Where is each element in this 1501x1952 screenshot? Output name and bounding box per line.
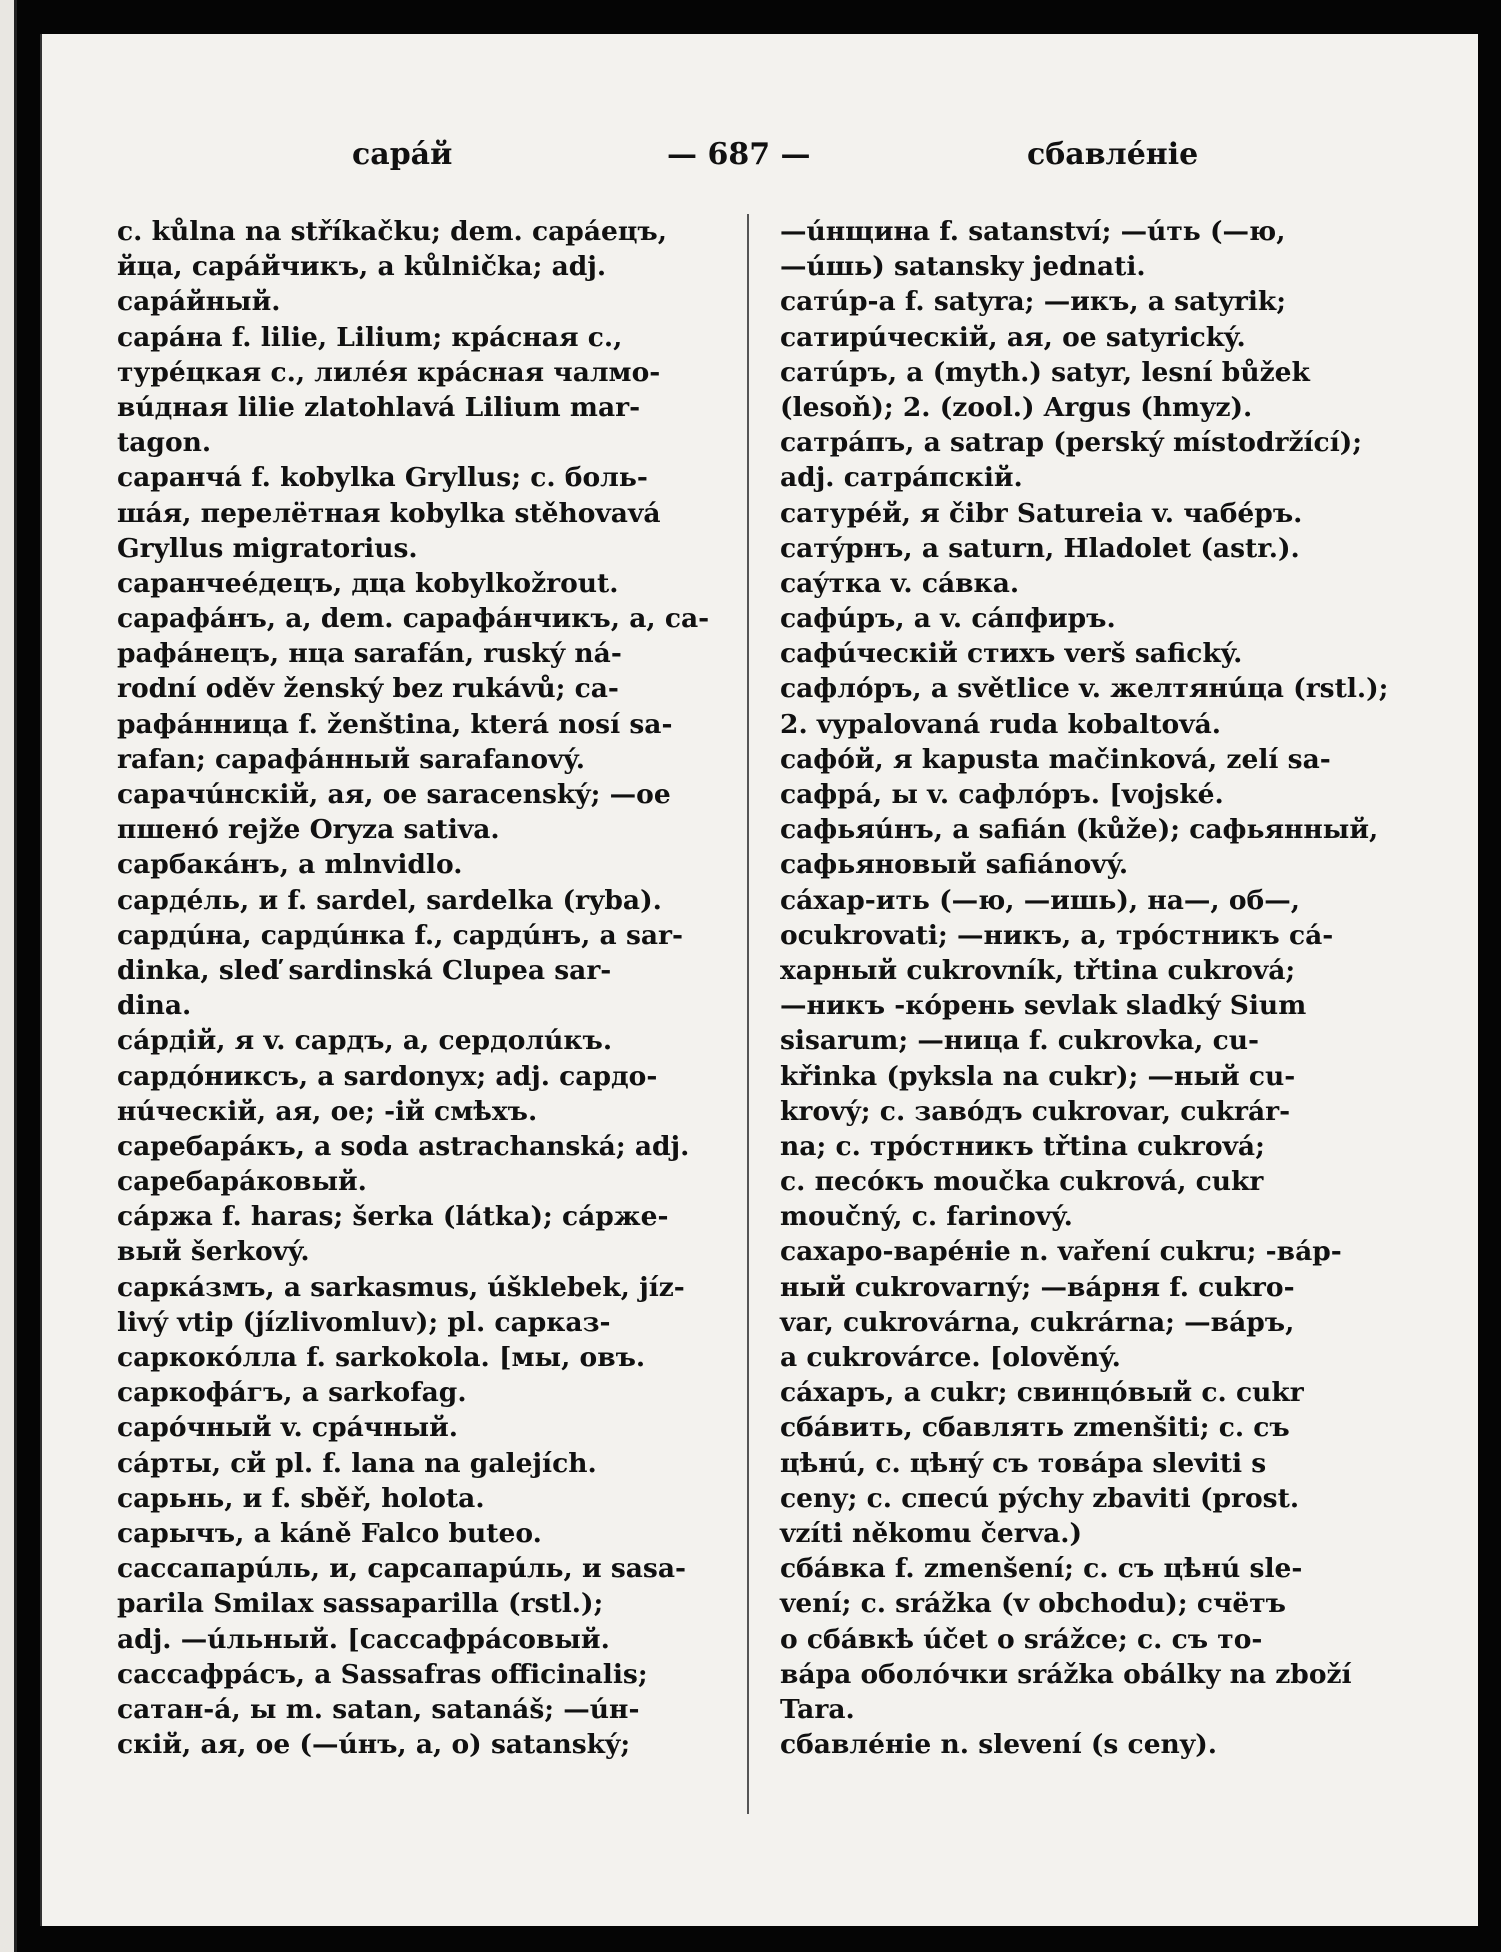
- entry-line: —úнщина f. satanství; —úть (—ю,: [780, 216, 1286, 247]
- entry-line: сардúна, сардúнка f., сардúнъ, a sar-: [117, 919, 683, 951]
- entry-line: сафрá, ы v. сафлóръ. [vojské.: [780, 779, 1224, 810]
- entry-line: саранчеéдецъ, дца kobylkožrout.: [117, 567, 619, 599]
- entry-line: сарафáнъ, a, dem. сарафáнчикъ, a, са-: [117, 603, 710, 635]
- entry-line: Tara.: [780, 1693, 855, 1725]
- entry-line: сбáвить, сбавлять zmenšiti; с. съ: [780, 1412, 1290, 1444]
- entry-line: сатрáпъ, a satrap (perský místodržící);: [780, 427, 1363, 459]
- entry-line: rodní oděv ženský bez rukávů; са-: [117, 673, 619, 705]
- entry-line: сатурéй, я čibr Satureia v. чабéръ.: [780, 497, 1303, 529]
- entry-line: сафьяновый safiánový.: [780, 849, 1129, 881]
- entry-line: сбавлéніе n. slevení (s ceny).: [780, 1729, 1217, 1761]
- entry-line: dina.: [117, 990, 192, 1022]
- entry-line: tagon.: [117, 427, 212, 459]
- entry-line: вáра оболóчки srážka obálky na zboží: [780, 1658, 1352, 1690]
- entry-line: саýтка v. сáвка.: [780, 567, 1020, 599]
- entry-line: krový; с. завóдъ cukrovar, cukrár-: [780, 1095, 1291, 1127]
- entry-line: сафлóръ, a světlice v. желтянúца (rstl.);: [780, 673, 1389, 705]
- entry-line: сафóй, я kapusta mačinková, zelí sa-: [780, 743, 1331, 775]
- entry-line: саребарáковый.: [117, 1166, 367, 1198]
- entry-line: саркáзмъ, a sarkasmus, úšklebek, jíz-: [117, 1271, 685, 1303]
- entry-line: турéцкая с., лилéя крáсная чалмо-: [117, 356, 661, 388]
- entry-line: харный cukrovník, třtina cukrová;: [780, 954, 1296, 986]
- entry-line: о сбáвкѣ účet o srážce; с. съ то-: [780, 1623, 1263, 1655]
- right-column: [780, 214, 1389, 1762]
- entry-line: сатúръ, a (myth.) satyr, lesní bůžek: [780, 356, 1310, 388]
- entry-line: сарычъ, a káně Falco buteo.: [117, 1517, 542, 1549]
- entry-line: йца, сарáйчикъ, a kůlnička; adj.: [117, 251, 607, 283]
- entry-line: сахаро-варéніе n. vaření cukru; -вáр-: [780, 1236, 1342, 1268]
- entry-line: сарáйный.: [117, 286, 281, 318]
- entry-line: скій, ая, ое (—úнъ, а, о) satanský;: [117, 1729, 631, 1761]
- entry-line: нúческій, ая, ое; -ій смѣхъ.: [117, 1095, 538, 1127]
- entry-line: сафúческій стихъ verš safický.: [780, 638, 1243, 670]
- entry-line: сатýрнъ, a saturn, Hladolet (astr.).: [780, 532, 1300, 564]
- adjacent-page-edge: [0, 0, 17, 1952]
- entry-line: sisarum; —ница f. cukrovka, cu-: [780, 1025, 1259, 1057]
- entry-line: dinka, sleď sardinská Clupea sar-: [117, 954, 612, 986]
- entry-line: цѣнú, с. цѣнý съ товáра sleviti s: [780, 1447, 1267, 1479]
- entry-line: сатирúческій, ая, ое satyrický.: [780, 321, 1246, 353]
- entry-line: adj. —úльный. [сассафрáсовый.: [117, 1623, 610, 1655]
- entry-line: саркофáгъ, a sarkofag.: [117, 1377, 467, 1409]
- entry-line: вый šerkový.: [117, 1236, 310, 1268]
- entry-line: вúдная lilie zlatohlavá Lilium mar-: [117, 391, 641, 423]
- entry-line: (lesoň); 2. (zool.) Argus (hmyz).: [780, 391, 1253, 423]
- entry-line: сáрдій, я v. сардъ, а, сердолúкъ.: [117, 1025, 613, 1057]
- entry-line: саркокóлла f. sarkokola. [мы, овъ.: [117, 1342, 646, 1373]
- entry-line: na; с. трóстникъ třtina cukrová;: [780, 1130, 1265, 1162]
- left-running-headword: сарáй: [352, 137, 453, 172]
- entry-line: сардéль, и f. sardel, sardelka (ryba).: [117, 884, 662, 916]
- entry-line: 2. vypalovaná ruda kobaltová.: [780, 708, 1222, 740]
- entry-line: саранчá f. kobylka Gryllus; с. боль-: [117, 462, 648, 494]
- entry-line: livý vtip (jízlivomluv); pl. сарказ-: [117, 1306, 611, 1338]
- entry-line: parila Smilax sassaparilla (rstl.);: [117, 1588, 604, 1620]
- entry-line: сарáна f. lilie, Lilium; крáсная с.,: [117, 321, 623, 353]
- entry-line: ный cukrovarný; —вáрня f. cukro-: [780, 1271, 1295, 1303]
- entry-line: vení; с. srážka (v obchodu); счётъ: [780, 1588, 1286, 1620]
- entry-line: сарбакáнъ, a mlnvidlo.: [117, 849, 463, 881]
- entry-line: ocukrovati; —никъ, a, трóстникъ сá-: [780, 919, 1334, 951]
- entry-line: —никъ -кóрень sevlak sladký Sium: [780, 990, 1307, 1022]
- entry-line: сáхаръ, a cukr; свинцóвый с. cukr: [780, 1377, 1304, 1409]
- entry-line: сардóниксъ, a sardonyx; adj. сардо-: [117, 1060, 658, 1092]
- page-header: [42, 137, 1478, 187]
- entry-line: пшенó rejže Oryza sativa.: [117, 814, 500, 846]
- page-number: — 687 —: [667, 137, 811, 172]
- column-divider: [747, 214, 749, 1814]
- entry-line: сарóчный v. срáчный.: [117, 1412, 459, 1444]
- entry-line: рафáнница f. ženština, která nosí sa-: [117, 708, 673, 740]
- entry-line: —úшь) satansky jednati.: [780, 251, 1146, 283]
- entry-line: сáхар-ить (—ю, —ишь), на—, об—,: [780, 884, 1300, 916]
- entry-line: саребарáкъ, a soda astrachanská; adj.: [117, 1130, 690, 1162]
- entry-line: сарачúнскій, ая, ое saracenský; —ое: [117, 779, 671, 810]
- entry-line: сассафрáсъ, a Sassafras officinalis;: [117, 1658, 648, 1690]
- left-column: [117, 214, 710, 1762]
- entry-line: шáя, перелётная kobylka stěhovavá: [117, 497, 661, 529]
- entry-line: a cukrovárce. [olověný.: [780, 1342, 1121, 1373]
- entry-line: сафúръ, a v. сáпфиръ.: [780, 603, 1116, 635]
- entry-line: сатан-á, ы m. satan, satanáš; —úн-: [117, 1693, 640, 1725]
- entry-line: сатúр-а f. satyra; —икъ, a satyrik;: [780, 286, 1287, 318]
- entry-line: moučný, с. farinový.: [780, 1201, 1073, 1233]
- entry-line: сафьяúнъ, a safián (kůže); сафьянный,: [780, 814, 1379, 846]
- entry-line: var, cukrovárna, cukrárna; —вáръ,: [780, 1306, 1295, 1338]
- entry-line: adj. сатрáпскій.: [780, 462, 1023, 494]
- entry-line: с. песóкъ moučka cukrová, cukr: [780, 1166, 1264, 1198]
- entry-line: сáржа f. haras; šerka (látka); сáрже-: [117, 1201, 669, 1233]
- entry-line: c. kůlna na stříkačku; dem. сарáецъ,: [117, 216, 667, 247]
- entry-line: křinka (pyksla na cukr); —ный cu-: [780, 1060, 1296, 1092]
- entry-line: vzíti někomu červa.): [780, 1517, 1083, 1549]
- dictionary-page: [40, 34, 1478, 1926]
- entry-line: рафáнецъ, нца sarafán, ruský ná-: [117, 638, 622, 670]
- entry-line: сарьнь, и f. sběř, holota.: [117, 1482, 485, 1514]
- entry-line: rafan; сарафáнный sarafanový.: [117, 743, 586, 775]
- entry-line: сáрты, сй pl. f. lana na galejích.: [117, 1447, 597, 1479]
- entry-line: ceny; с. спесú pýchy zbaviti (prost.: [780, 1482, 1300, 1514]
- entry-line: Gryllus migratorius.: [117, 532, 418, 564]
- right-running-headword: сбавлéніе: [1027, 137, 1199, 172]
- entry-line: сассапарúль, и, сарсапарúль, и sasa-: [117, 1553, 687, 1585]
- entry-line: сбáвка f. zmenšení; с. съ цѣнú sle-: [780, 1553, 1303, 1585]
